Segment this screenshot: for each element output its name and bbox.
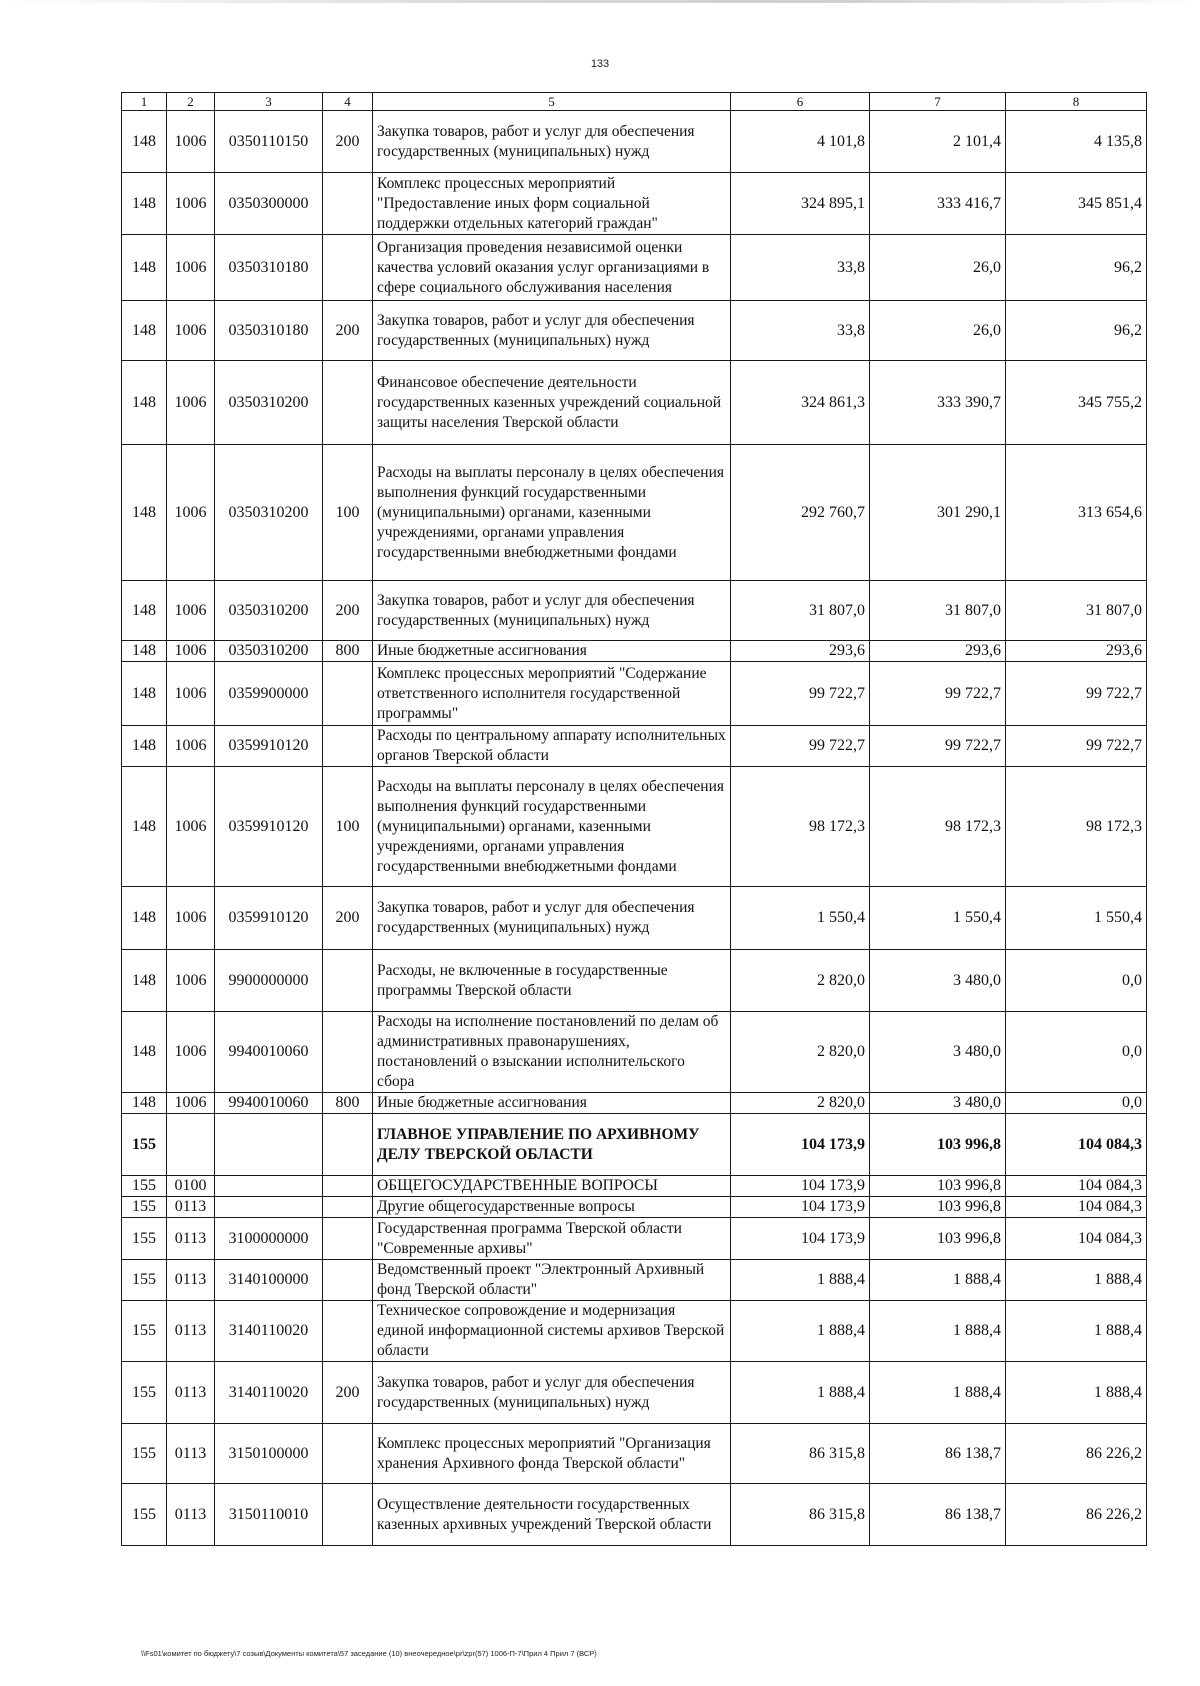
row-description: Комплекс процессных мероприятий "Предоставление иных форм социальной поддержки отдельных категорий граждан": [373, 173, 731, 235]
ved-code: 148: [122, 887, 167, 950]
expense-type-code: [323, 1114, 373, 1176]
amount-col6: 104 173,9: [731, 1218, 870, 1260]
amount-col6: 2 820,0: [731, 950, 870, 1012]
amount-col8: 104 084,3: [1006, 1114, 1147, 1176]
section-code: 1006: [167, 301, 215, 361]
amount-col6: 86 315,8: [731, 1484, 870, 1546]
table-row: [122, 887, 1147, 950]
table-row: [122, 361, 1147, 445]
expense-type-code: 200: [323, 111, 373, 173]
target-article-code: 0350310200: [215, 641, 323, 662]
section-code: 1006: [167, 767, 215, 887]
expense-type-code: [323, 726, 373, 767]
table-header-row: [122, 93, 1147, 111]
amount-col8: 1 888,4: [1006, 1362, 1147, 1424]
target-article-code: 3140110020: [215, 1301, 323, 1362]
amount-col6: 1 888,4: [731, 1362, 870, 1424]
table-row: [122, 581, 1147, 641]
expense-type-code: [323, 1012, 373, 1093]
target-article-code: 0359910120: [215, 726, 323, 767]
amount-col8: 99 722,7: [1006, 726, 1147, 767]
amount-col8: 98 172,3: [1006, 767, 1147, 887]
amount-col7: 1 550,4: [870, 887, 1006, 950]
ved-code: 148: [122, 767, 167, 887]
expense-type-code: [323, 1424, 373, 1484]
section-code: 0113: [167, 1424, 215, 1484]
expense-type-code: 800: [323, 1093, 373, 1114]
section-code: 1006: [167, 1012, 215, 1093]
amount-col6: 4 101,8: [731, 111, 870, 173]
amount-col6: 104 173,9: [731, 1114, 870, 1176]
amount-col8: 104 084,3: [1006, 1197, 1147, 1218]
table-row: [122, 235, 1147, 301]
row-description: Расходы на выплаты персоналу в целях обеспечения выполнения функций государственными (муниципальными) органами, казенными учреждениями, органами управления государственными внебюджетными фондами: [373, 767, 731, 887]
ved-code: 148: [122, 662, 167, 726]
amount-col6: 98 172,3: [731, 767, 870, 887]
expense-type-code: [323, 1218, 373, 1260]
amount-col6: 1 550,4: [731, 887, 870, 950]
row-description: ГЛАВНОЕ УПРАВЛЕНИЕ ПО АРХИВНОМУ ДЕЛУ ТВЕРСКОЙ ОБЛАСТИ: [373, 1114, 731, 1176]
amount-col8: 31 807,0: [1006, 581, 1147, 641]
amount-col8: 86 226,2: [1006, 1424, 1147, 1484]
amount-col7: 86 138,7: [870, 1484, 1006, 1546]
row-description: Другие общегосударственные вопросы: [373, 1197, 731, 1218]
row-description: Закупка товаров, работ и услуг для обеспечения государственных (муниципальных) нужд: [373, 111, 731, 173]
amount-col7: 99 722,7: [870, 726, 1006, 767]
amount-col8: 104 084,3: [1006, 1176, 1147, 1197]
amount-col6: 104 173,9: [731, 1176, 870, 1197]
ved-code: 155: [122, 1424, 167, 1484]
row-description: Ведомственный проект "Электронный Архивный фонд Тверской области": [373, 1260, 731, 1301]
amount-col7: 98 172,3: [870, 767, 1006, 887]
amount-col8: 345 851,4: [1006, 173, 1147, 235]
row-description: Техническое сопровождение и модернизация единой информационной системы архивов Тверской области: [373, 1301, 731, 1362]
row-description: Организация проведения независимой оценки качества условий оказания услуг организациями в сфере социального обслуживания населения: [373, 235, 731, 301]
section-code: 1006: [167, 1093, 215, 1114]
expense-type-code: 200: [323, 581, 373, 641]
amount-col6: 292 760,7: [731, 445, 870, 581]
amount-col7: 86 138,7: [870, 1424, 1006, 1484]
amount-col8: 1 550,4: [1006, 887, 1147, 950]
amount-col8: 86 226,2: [1006, 1484, 1147, 1546]
row-description: ОБЩЕГОСУДАРСТВЕННЫЕ ВОПРОСЫ: [373, 1176, 731, 1197]
amount-col8: 293,6: [1006, 641, 1147, 662]
section-code: 1006: [167, 726, 215, 767]
amount-col7: 333 390,7: [870, 361, 1006, 445]
section-code: 0113: [167, 1301, 215, 1362]
ved-code: 155: [122, 1218, 167, 1260]
section-code: 1006: [167, 950, 215, 1012]
amount-col8: 96,2: [1006, 235, 1147, 301]
target-article-code: 0350110150: [215, 111, 323, 173]
table-row: [122, 950, 1147, 1012]
ved-code: 148: [122, 301, 167, 361]
amount-col7: 26,0: [870, 235, 1006, 301]
expense-type-code: [323, 1260, 373, 1301]
amount-col7: 301 290,1: [870, 445, 1006, 581]
row-description: Закупка товаров, работ и услуг для обеспечения государственных (муниципальных) нужд: [373, 1362, 731, 1424]
ved-code: 155: [122, 1176, 167, 1197]
column-header: 5: [373, 93, 731, 111]
target-article-code: 3150110010: [215, 1484, 323, 1546]
table-row: [122, 111, 1147, 173]
section-code: 1006: [167, 445, 215, 581]
amount-col7: 1 888,4: [870, 1260, 1006, 1301]
target-article-code: 3140110020: [215, 1362, 323, 1424]
section-code: 1006: [167, 662, 215, 726]
table-row: [122, 641, 1147, 662]
amount-col8: 0,0: [1006, 950, 1147, 1012]
target-article-code: 9940010060: [215, 1012, 323, 1093]
expense-type-code: 200: [323, 887, 373, 950]
row-description: Комплекс процессных мероприятий "Содержание ответственного исполнителя государственной программы": [373, 662, 731, 726]
target-article-code: 3100000000: [215, 1218, 323, 1260]
amount-col7: 293,6: [870, 641, 1006, 662]
table-row: [122, 1424, 1147, 1484]
ved-code: 148: [122, 361, 167, 445]
target-article-code: 0350310200: [215, 445, 323, 581]
target-article-code: 0359900000: [215, 662, 323, 726]
ved-code: 155: [122, 1197, 167, 1218]
amount-col6: 1 888,4: [731, 1301, 870, 1362]
column-header: 4: [323, 93, 373, 111]
amount-col6: 1 888,4: [731, 1260, 870, 1301]
target-article-code: 0350310180: [215, 301, 323, 361]
expense-type-code: [323, 1484, 373, 1546]
amount-col6: 2 820,0: [731, 1093, 870, 1114]
table-row: [122, 1093, 1147, 1114]
target-article-code: 0359910120: [215, 887, 323, 950]
amount-col6: 86 315,8: [731, 1424, 870, 1484]
expense-type-code: 100: [323, 767, 373, 887]
target-article-code: 3150100000: [215, 1424, 323, 1484]
table-row: [122, 1012, 1147, 1093]
amount-col7: 103 996,8: [870, 1218, 1006, 1260]
expense-type-code: [323, 950, 373, 1012]
amount-col6: 99 722,7: [731, 662, 870, 726]
budget-table: [121, 92, 1147, 1546]
amount-col7: 1 888,4: [870, 1362, 1006, 1424]
row-description: Расходы на исполнение постановлений по делам об административных правонарушениях, постановлений о взыскании исполнительского сбора: [373, 1012, 731, 1093]
section-code: 1006: [167, 641, 215, 662]
row-description: Расходы по центральному аппарату исполнительных органов Тверской области: [373, 726, 731, 767]
table-row: [122, 767, 1147, 887]
ved-code: 148: [122, 1012, 167, 1093]
amount-col6: 324 895,1: [731, 173, 870, 235]
section-code: 0113: [167, 1218, 215, 1260]
amount-col8: 0,0: [1006, 1012, 1147, 1093]
expense-type-code: [323, 1301, 373, 1362]
table-row: [122, 726, 1147, 767]
amount-col6: 2 820,0: [731, 1012, 870, 1093]
row-description: Комплекс процессных мероприятий "Организация хранения Архивного фонда Тверской области": [373, 1424, 731, 1484]
target-article-code: 9940010060: [215, 1093, 323, 1114]
footer-file-path: \\Fs01\комитет по бюджету\7 созыв\Документы комитета\57 заседание (10) внеочередное\pr\zpr(57) 1006-П-7\Прил 4 Прил 7 (ВСР): [141, 1649, 597, 1658]
target-article-code: 0359910120: [215, 767, 323, 887]
table-row: [122, 1114, 1147, 1176]
table-row: [122, 1484, 1147, 1546]
target-article-code: [215, 1197, 323, 1218]
amount-col7: 3 480,0: [870, 1093, 1006, 1114]
section-code: 0113: [167, 1484, 215, 1546]
amount-col7: 99 722,7: [870, 662, 1006, 726]
table-row: [122, 1362, 1147, 1424]
row-description: Осуществление деятельности государственных казенных архивных учреждений Тверской области: [373, 1484, 731, 1546]
amount-col7: 26,0: [870, 301, 1006, 361]
expense-type-code: [323, 662, 373, 726]
target-article-code: 0350300000: [215, 173, 323, 235]
amount-col7: 103 996,8: [870, 1197, 1006, 1218]
amount-col6: 293,6: [731, 641, 870, 662]
ved-code: 148: [122, 235, 167, 301]
target-article-code: 0350310180: [215, 235, 323, 301]
ved-code: 148: [122, 726, 167, 767]
amount-col8: 99 722,7: [1006, 662, 1147, 726]
table-row: [122, 445, 1147, 581]
ved-code: 148: [122, 173, 167, 235]
table-row: [122, 1197, 1147, 1218]
amount-col6: 31 807,0: [731, 581, 870, 641]
expense-type-code: [323, 235, 373, 301]
target-article-code: 9900000000: [215, 950, 323, 1012]
table-row: [122, 1218, 1147, 1260]
table-row: [122, 1260, 1147, 1301]
expense-type-code: 200: [323, 301, 373, 361]
page-number: 133: [590, 58, 610, 70]
row-description: Иные бюджетные ассигнования: [373, 641, 731, 662]
column-header: 8: [1006, 93, 1147, 111]
ved-code: 148: [122, 445, 167, 581]
row-description: Государственная программа Тверской области "Современные архивы": [373, 1218, 731, 1260]
section-code: 0113: [167, 1362, 215, 1424]
table-row: [122, 173, 1147, 235]
ved-code: 155: [122, 1260, 167, 1301]
section-code: 0100: [167, 1176, 215, 1197]
amount-col7: 31 807,0: [870, 581, 1006, 641]
amount-col7: 103 996,8: [870, 1176, 1006, 1197]
expense-type-code: [323, 1197, 373, 1218]
expense-type-code: [323, 361, 373, 445]
expense-type-code: [323, 173, 373, 235]
row-description: Расходы, не включенные в государственные программы Тверской области: [373, 950, 731, 1012]
ved-code: 155: [122, 1114, 167, 1176]
ved-code: 155: [122, 1362, 167, 1424]
scan-edge-line: [0, 0, 1200, 3]
amount-col7: 333 416,7: [870, 173, 1006, 235]
column-header: 3: [215, 93, 323, 111]
row-description: Расходы на выплаты персоналу в целях обеспечения выполнения функций государственными (муниципальными) органами, казенными учреждениями, органами управления государственными внебюджетными фондами: [373, 445, 731, 581]
target-article-code: 3140100000: [215, 1260, 323, 1301]
target-article-code: [215, 1114, 323, 1176]
section-code: 1006: [167, 235, 215, 301]
column-header: 2: [167, 93, 215, 111]
amount-col6: 104 173,9: [731, 1197, 870, 1218]
table-row: [122, 1301, 1147, 1362]
ved-code: 148: [122, 641, 167, 662]
amount-col8: 4 135,8: [1006, 111, 1147, 173]
row-description: Закупка товаров, работ и услуг для обеспечения государственных (муниципальных) нужд: [373, 301, 731, 361]
row-description: Закупка товаров, работ и услуг для обеспечения государственных (муниципальных) нужд: [373, 581, 731, 641]
amount-col6: 33,8: [731, 235, 870, 301]
table-row: [122, 662, 1147, 726]
section-code: 1006: [167, 887, 215, 950]
column-header: 1: [122, 93, 167, 111]
amount-col7: 2 101,4: [870, 111, 1006, 173]
expense-type-code: 800: [323, 641, 373, 662]
row-description: Финансовое обеспечение деятельности государственных казенных учреждений социальной защиты населения Тверской области: [373, 361, 731, 445]
amount-col8: 313 654,6: [1006, 445, 1147, 581]
ved-code: 155: [122, 1484, 167, 1546]
ved-code: 148: [122, 950, 167, 1012]
row-description: Закупка товаров, работ и услуг для обеспечения государственных (муниципальных) нужд: [373, 887, 731, 950]
row-description: Иные бюджетные ассигнования: [373, 1093, 731, 1114]
ved-code: 148: [122, 1093, 167, 1114]
target-article-code: [215, 1176, 323, 1197]
amount-col8: 96,2: [1006, 301, 1147, 361]
amount-col6: 33,8: [731, 301, 870, 361]
expense-type-code: [323, 1176, 373, 1197]
amount-col6: 324 861,3: [731, 361, 870, 445]
amount-col7: 103 996,8: [870, 1114, 1006, 1176]
column-header: 7: [870, 93, 1006, 111]
section-code: 1006: [167, 173, 215, 235]
ved-code: 148: [122, 581, 167, 641]
amount-col8: 1 888,4: [1006, 1260, 1147, 1301]
amount-col8: 345 755,2: [1006, 361, 1147, 445]
target-article-code: 0350310200: [215, 581, 323, 641]
expense-type-code: 100: [323, 445, 373, 581]
section-code: 1006: [167, 361, 215, 445]
ved-code: 155: [122, 1301, 167, 1362]
amount-col7: 3 480,0: [870, 950, 1006, 1012]
section-code: 0113: [167, 1197, 215, 1218]
ved-code: 148: [122, 111, 167, 173]
amount-col7: 3 480,0: [870, 1012, 1006, 1093]
section-code: 1006: [167, 581, 215, 641]
column-header: 6: [731, 93, 870, 111]
table-row: [122, 1176, 1147, 1197]
amount-col8: 104 084,3: [1006, 1218, 1147, 1260]
section-code: 1006: [167, 111, 215, 173]
expense-type-code: 200: [323, 1362, 373, 1424]
section-code: [167, 1114, 215, 1176]
table-row: [122, 301, 1147, 361]
amount-col7: 1 888,4: [870, 1301, 1006, 1362]
section-code: 0113: [167, 1260, 215, 1301]
amount-col6: 99 722,7: [731, 726, 870, 767]
target-article-code: 0350310200: [215, 361, 323, 445]
amount-col8: 0,0: [1006, 1093, 1147, 1114]
amount-col8: 1 888,4: [1006, 1301, 1147, 1362]
